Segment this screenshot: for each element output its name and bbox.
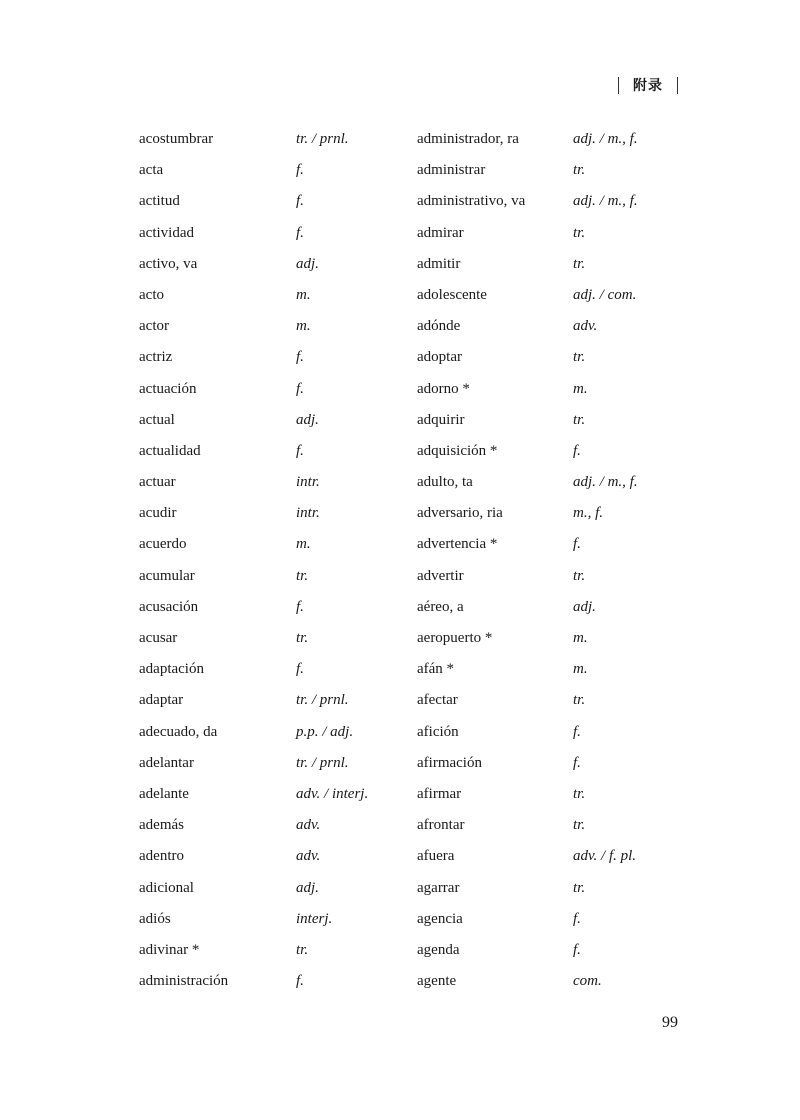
vocab-part-of-speech: tr. — [296, 630, 309, 646]
vocab-word: advertir — [417, 567, 464, 584]
vocab-word: afán * — [417, 661, 455, 678]
vocab-part-of-speech: f. — [296, 973, 304, 990]
vocab-part-of-speech: f. — [573, 536, 581, 553]
vocab-word: acudir — [139, 505, 177, 522]
vocab-word: afirmar — [417, 785, 462, 802]
vocab-part-of-speech: p.p. / adj. — [296, 723, 354, 740]
vocab-word: adivinar * — [139, 941, 200, 958]
vocab-word: acto — [139, 286, 164, 303]
vocab-part-of-speech: adj. / m., f. — [573, 193, 638, 210]
vocab-part-of-speech: adj. — [296, 255, 319, 272]
vocab-part-of-speech: tr. / prnl. — [296, 754, 349, 771]
vocab-word: adulto, ta — [417, 474, 473, 491]
vocab-part-of-speech: m. — [296, 318, 311, 335]
vocab-part-of-speech: adj. / m., f. — [573, 474, 638, 491]
vocab-part-of-speech: m., f. — [573, 505, 603, 522]
vocab-word: agencia — [417, 910, 463, 927]
vocab-part-of-speech: m. — [573, 630, 588, 646]
vocab-part-of-speech: adj. — [573, 598, 596, 615]
vocab-part-of-speech: tr. — [573, 692, 586, 709]
vocab-word: activo, va — [139, 255, 198, 272]
vocab-part-of-speech: tr. — [573, 785, 586, 802]
vocab-word: actualidad — [139, 442, 201, 459]
vocab-word: actriz — [139, 349, 173, 366]
vocab-part-of-speech: tr. — [296, 941, 309, 958]
vocab-word: adaptar — [139, 692, 184, 709]
vocab-word: agenda — [417, 941, 460, 958]
vocab-word: acta — [139, 162, 164, 179]
vocab-part-of-speech: tr. — [573, 817, 586, 834]
vocab-word: adquirir — [417, 411, 465, 428]
vocab-part-of-speech: f. — [296, 442, 304, 459]
vocab-part-of-speech: tr. — [573, 411, 586, 428]
vocab-part-of-speech: f. — [296, 162, 304, 179]
vocab-part-of-speech: tr. / prnl. — [296, 692, 349, 709]
vocab-part-of-speech: m. — [296, 286, 311, 303]
vocab-word: admitir — [417, 255, 461, 272]
vocab-part-of-speech: tr. / prnl. — [296, 131, 349, 147]
vocab-part-of-speech: adj. — [296, 879, 319, 896]
vocab-word: agarrar — [417, 879, 460, 896]
vocab-part-of-speech: adj. / m., f. — [573, 131, 638, 147]
vocab-part-of-speech: adv. — [296, 848, 321, 865]
vocab-word: adelante — [139, 785, 189, 802]
vocab-word: adversario, ria — [417, 505, 503, 522]
vocab-part-of-speech: f. — [573, 723, 581, 740]
vocab-word: advertencia * — [417, 536, 498, 553]
vocab-part-of-speech: intr. — [296, 505, 320, 522]
vocab-word: adónde — [417, 318, 461, 335]
vocab-word: adentro — [139, 848, 184, 865]
vocab-word: actor — [139, 318, 169, 335]
vocab-word: afirmación — [417, 754, 482, 771]
vocab-word: adiós — [139, 910, 171, 927]
vocab-part-of-speech: f. — [296, 380, 304, 397]
vocab-word: agente — [417, 973, 457, 990]
vocab-word: acuerdo — [139, 536, 187, 553]
vocab-part-of-speech: f. — [573, 442, 581, 459]
vocab-part-of-speech: adj. / com. — [573, 286, 637, 303]
vocab-part-of-speech: f. — [573, 941, 581, 958]
vocab-word: adecuado, da — [139, 723, 218, 740]
vocab-word: administrar — [417, 162, 486, 179]
vocab-part-of-speech: m. — [573, 661, 588, 678]
vocab-word: acusar — [139, 630, 178, 646]
vocab-word: actitud — [139, 193, 180, 210]
vocab-word: afectar — [417, 692, 458, 709]
vocab-word: afición — [417, 723, 459, 740]
vocab-part-of-speech: m. — [296, 536, 311, 553]
vocab-part-of-speech: adv. — [573, 318, 598, 335]
vocab-part-of-speech: adj. — [296, 411, 319, 428]
vocab-word: adaptación — [139, 661, 204, 678]
vocab-word: actual — [139, 411, 175, 428]
vocab-part-of-speech: f. — [296, 224, 304, 241]
vocab-word: adicional — [139, 879, 194, 896]
vocab-part-of-speech: f. — [296, 349, 304, 366]
vocab-word: aéreo, a — [417, 598, 464, 615]
vocab-part-of-speech: adv. — [296, 817, 321, 834]
vocab-part-of-speech: f. — [296, 661, 304, 678]
page-number: 99 — [662, 1014, 678, 1031]
vocab-part-of-speech: interj. — [296, 910, 333, 927]
vocab-part-of-speech: tr. — [573, 879, 586, 896]
vocab-word: adquisición * — [417, 442, 498, 459]
vocab-word: administración — [139, 973, 229, 990]
vocab-part-of-speech: f. — [296, 598, 304, 615]
vocab-word: afuera — [417, 848, 455, 865]
header-divider-right — [677, 77, 678, 94]
vocab-word: actuar — [139, 474, 176, 491]
vocab-word: acusación — [139, 598, 199, 615]
vocab-part-of-speech: f. — [573, 910, 581, 927]
vocab-word: administrador, ra — [417, 131, 519, 147]
vocab-word: actividad — [139, 224, 194, 241]
vocab-part-of-speech: adv. / f. pl. — [573, 848, 637, 865]
vocab-word: adolescente — [417, 286, 487, 303]
header-title: 附录 — [633, 78, 663, 94]
vocab-part-of-speech: m. — [573, 380, 588, 397]
vocab-part-of-speech: com. — [573, 973, 602, 990]
vocab-word: acumular — [139, 567, 195, 584]
vocab-part-of-speech: tr. — [296, 567, 309, 584]
vocab-part-of-speech: tr. — [573, 162, 586, 179]
vocab-part-of-speech: intr. — [296, 474, 320, 491]
vocab-word: aeropuerto * — [417, 630, 493, 646]
vocab-word: admirar — [417, 224, 464, 241]
header-divider-left — [618, 77, 619, 94]
vocab-part-of-speech: tr. — [573, 349, 586, 366]
running-header — [618, 74, 678, 96]
vocab-part-of-speech: tr. — [573, 255, 586, 272]
vocab-word: además — [139, 817, 184, 834]
vocab-part-of-speech: f. — [573, 754, 581, 771]
vocab-word: adoptar — [417, 349, 462, 366]
vocab-word: administrativo, va — [417, 193, 526, 210]
vocab-part-of-speech: adv. / interj. — [296, 785, 369, 802]
vocab-word: afrontar — [417, 817, 465, 834]
vocab-part-of-speech: tr. — [573, 567, 586, 584]
vocab-word: acostumbrar — [139, 131, 214, 147]
vocab-word: adelantar — [139, 754, 194, 771]
vocab-word: actuación — [139, 380, 197, 397]
vocab-word: adorno * — [417, 380, 470, 397]
vocab-part-of-speech: tr. — [573, 224, 586, 241]
vocab-part-of-speech: f. — [296, 193, 304, 210]
